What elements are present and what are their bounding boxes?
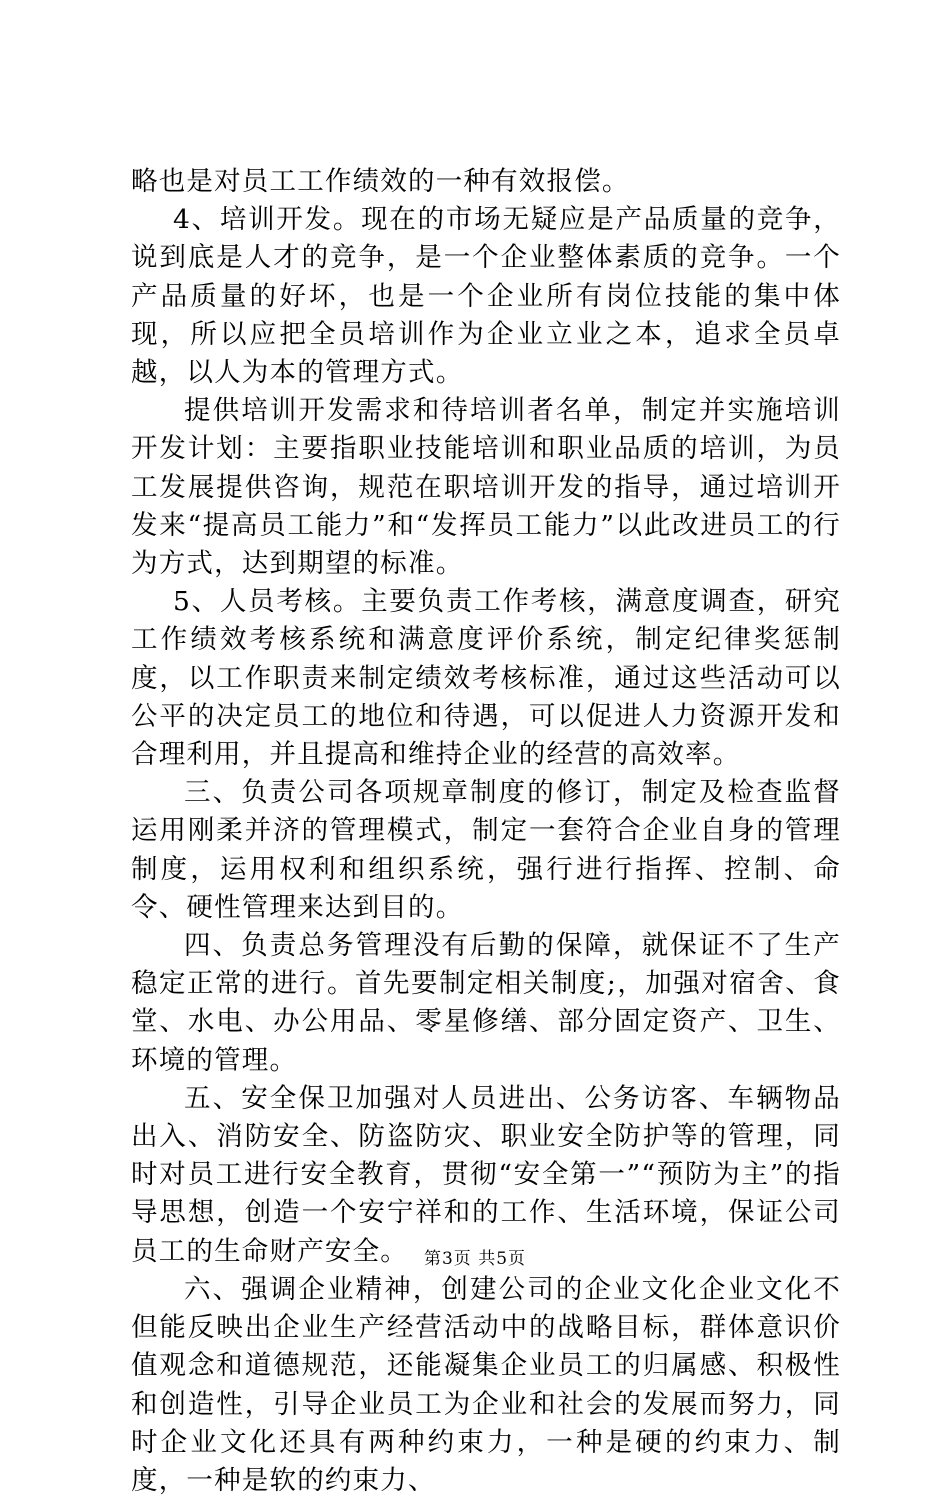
paragraph-training: 4、培训开发。现在的市场无疑应是产品质量的竞争，说到底是人才的竞争，是一个企业整体素质的竞争。一个产品质量的好坏，也是一个企业所有岗位技能的集中体现，所以应把全员培训作为企业立业之本，追求全员卓越，以人为本的管理方式。 [131, 204, 841, 389]
paragraph-continuation: 略也是对员工工作绩效的一种有效报偿。 [131, 166, 630, 197]
page-footer: 第3页 共5页 [423, 1249, 527, 1269]
paragraph-culture: 六、强调企业精神，创建公司的企业文化企业文化不但能反映出企业生产经营活动中的战略目标，群体意识价值观念和道德规范，还能凝集企业员工的归属感、积极性和创造性，引导企业员工为企业和社会的发展而努力，同时企业文化还具有两种约束力，一种是硬的约束力、制度，一种是软的约束力、 [131, 1273, 841, 1496]
paragraph-general-affairs: 四、负责总务管理没有后勤的保障，就保证不了生产稳定正常的进行。首先要制定相关制度;，加强对宿舍、食堂、水电、办公用品、零星修缮、部分固定资产、卫生、环境的管理。 [131, 930, 841, 1076]
paragraph-rules: 三、负责公司各项规章制度的修订，制定及检查监督运用刚柔并济的管理模式，制定一套符合企业自身的管理制度，运用权利和组织系统，强行进行指挥、控制、命令、硬性管理来达到目的。 [131, 777, 841, 923]
paragraph-training-plan: 提供培训开发需求和待培训者名单，制定并实施培训开发计划：主要指职业技能培训和职业品质的培训，为员工发展提供咨询，规范在职培训开发的指导，通过培训开发来“提高员工能力”和“发挥员工能力”以此改进员工的行为方式，达到期望的标准。 [131, 395, 841, 580]
paragraph-security: 五、安全保卫加强对人员进出、公务访客、车辆物品出入、消防安全、防盗防灾、职业安全防护等的管理，同时对员工进行安全教育，贯彻“安全第一”“预防为主”的指导思想，创造一个安宁祥和的工作、生活环境，保证公司员工的生命财产安全。 [131, 1082, 841, 1267]
paragraph-assessment: 5、人员考核。主要负责工作考核，满意度调查，研究工作绩效考核系统和满意度评价系统，制定纪律奖惩制度，以工作职责来制定绩效考核标准，通过这些活动可以公平的决定员工的地位和待遇，可以促进人力资源开发和合理利用，并且提高和维持企业的经营的高效率。 [131, 586, 841, 771]
body-text [131, 163, 841, 1500]
